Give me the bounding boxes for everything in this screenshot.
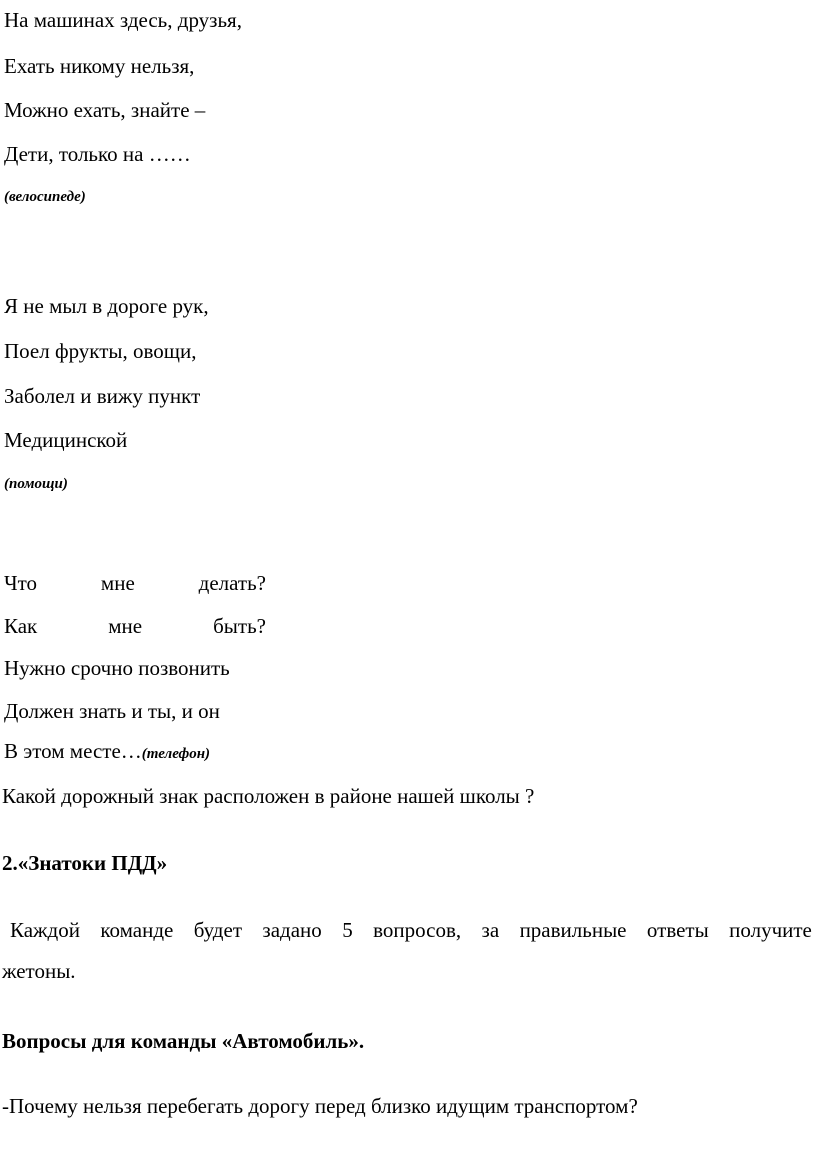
riddle3-line1-word: делать? xyxy=(198,571,266,595)
intro-word: Каждой xyxy=(10,918,80,942)
intro-word: вопросов, xyxy=(373,918,462,942)
section2-title: 2.«Знатоки ПДД» xyxy=(2,851,168,875)
riddle3-line-3: Нужно срочно позвонить xyxy=(4,656,230,680)
intro-word: правильные xyxy=(519,918,627,942)
riddle3-answer: (телефон) xyxy=(141,746,211,762)
riddle1-line-4: Дети, только на …… xyxy=(4,142,191,166)
riddle3-line1-word: мне xyxy=(100,571,135,595)
riddle1-line-3: Можно ехать, знайте – xyxy=(4,98,206,122)
riddle2-line-4: Медицинской xyxy=(4,428,128,452)
riddle1-line-2: Ехать никому нельзя, xyxy=(4,54,195,78)
intro-word: 5 xyxy=(342,918,353,942)
school-sign-question: Какой дорожный знак расположен в районе нашей школы ? xyxy=(2,784,535,808)
intro-word: ответы xyxy=(646,918,709,942)
intro-word: за xyxy=(481,918,500,942)
riddle3-line2-word: быть? xyxy=(213,614,266,638)
riddle3-line-5 xyxy=(4,739,210,766)
riddle1-answer: (велосипеде) xyxy=(4,189,86,205)
team-questions-heading: Вопросы для команды «Автомобиль». xyxy=(2,1029,365,1053)
section2-intro-line-2: жетоны. xyxy=(2,959,76,983)
section2-intro-line-1 xyxy=(4,918,812,942)
riddle3-line2-word: Как xyxy=(4,614,38,638)
riddle2-line-2: Поел фрукты, овощи, xyxy=(4,339,197,363)
riddle2-line-3: Заболел и вижу пункт xyxy=(4,384,201,408)
intro-word: задано xyxy=(262,918,322,942)
riddle3-line1-word: Что xyxy=(4,571,38,595)
intro-word: получите xyxy=(729,918,812,942)
intro-word: команде xyxy=(100,918,174,942)
riddle3-line2-word: мне xyxy=(108,614,143,638)
riddle2-answer: (помощи) xyxy=(4,476,68,492)
riddle3-line5-text: В этом месте… xyxy=(4,739,142,763)
riddle3-line-4: Должен знать и ты, и он xyxy=(4,699,220,723)
riddle3-line-2 xyxy=(4,614,266,638)
question-1: -Почему нельзя перебегать дорогу перед близко идущим транспортом? xyxy=(2,1094,638,1118)
riddle3-line-1 xyxy=(4,571,266,595)
riddle1-line-1: На машинах здесь, друзья, xyxy=(4,8,242,32)
riddle2-line-1: Я не мыл в дороге рук, xyxy=(4,294,209,318)
intro-word: будет xyxy=(193,918,242,942)
